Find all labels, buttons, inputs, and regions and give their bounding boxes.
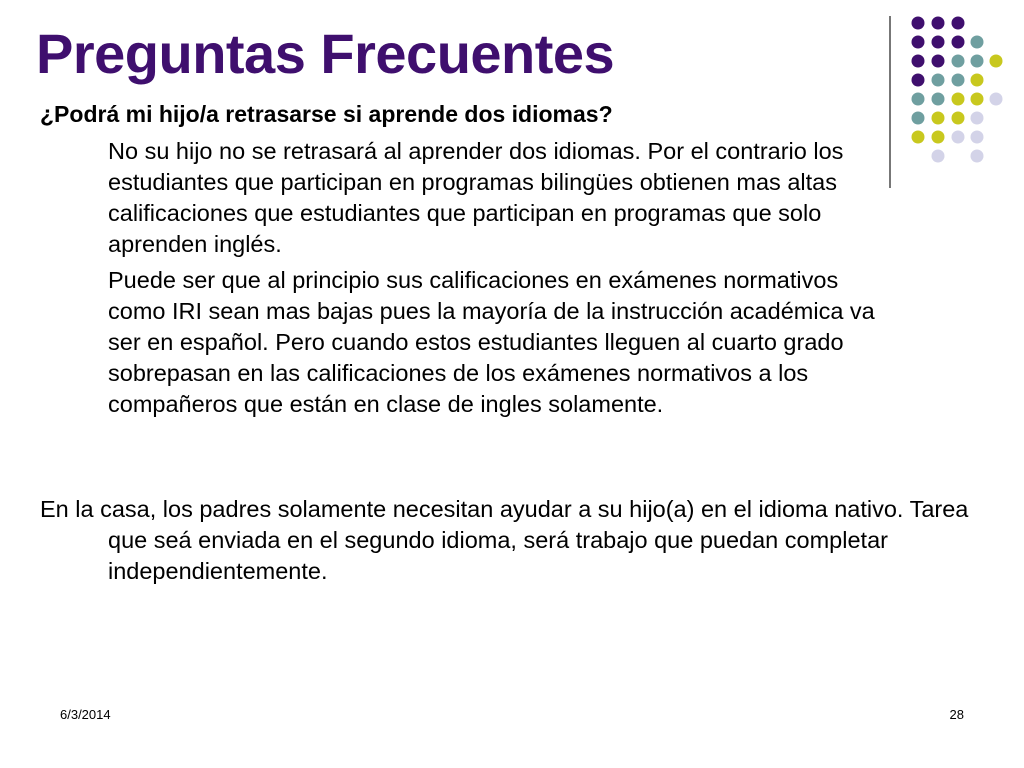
decorative-dot (971, 93, 984, 106)
decorative-dot (971, 55, 984, 68)
decorative-dot (932, 150, 945, 163)
decorative-dot (932, 112, 945, 125)
decorative-dot (912, 131, 925, 144)
decorative-dot (912, 36, 925, 49)
decorative-dot (932, 93, 945, 106)
decorative-dot (912, 55, 925, 68)
decorative-dot (971, 36, 984, 49)
decorative-dot (952, 17, 965, 30)
decorative-dot (971, 131, 984, 144)
slide-title: Preguntas Frecuentes (36, 22, 615, 85)
decorative-dot (952, 93, 965, 106)
decorative-dot (912, 17, 925, 30)
decorative-dot (952, 112, 965, 125)
decorative-dot (971, 74, 984, 87)
decorative-dot (912, 74, 925, 87)
decorative-dot (932, 131, 945, 144)
decorative-dot (990, 55, 1003, 68)
decorative-dot (932, 17, 945, 30)
decorative-dot (952, 36, 965, 49)
decorative-dot (932, 55, 945, 68)
faq-question: ¿Podrá mi hijo/a retrasarse si aprende dos idiomas? (40, 101, 613, 127)
answer-paragraph-2: Puede ser que al principio sus calificaciones en exámenes normativos como IRI sean mas bajas pues la mayoría de la instrucción académica va ser en español. Pero cuando estos estudiantes lleguen al cuarto grado sobrepasan en las calificaciones de los exámenes normativos a los compañeros que están en clase de ingles solamente. (108, 267, 875, 417)
decorative-dot (952, 131, 965, 144)
decorative-dot (932, 36, 945, 49)
footer-page-number: 28 (949, 707, 964, 722)
decorative-dot (932, 74, 945, 87)
answer-paragraph-1: No su hijo no se retrasará al aprender dos idiomas. Por el contrario los estudiantes que participan en programas bilingües obtienen mas altas calificaciones que estudiantes que participan en programas que solo aprenden inglés. (108, 138, 844, 257)
decorative-dot (912, 93, 925, 106)
decorative-dot (971, 112, 984, 125)
decorative-dot (952, 55, 965, 68)
home-support-paragraph: En la casa, los padres solamente necesitan ayudar a su hijo(a) en el idioma nativo. Tarea que seá enviada en el segundo idioma, será trabajo que puedan completar independientemente. (40, 496, 969, 584)
decorative-dot (912, 112, 925, 125)
decorative-dot (990, 93, 1003, 106)
footer-date: 6/3/2014 (60, 707, 111, 722)
decorative-dot (971, 150, 984, 163)
decorative-dot (952, 74, 965, 87)
